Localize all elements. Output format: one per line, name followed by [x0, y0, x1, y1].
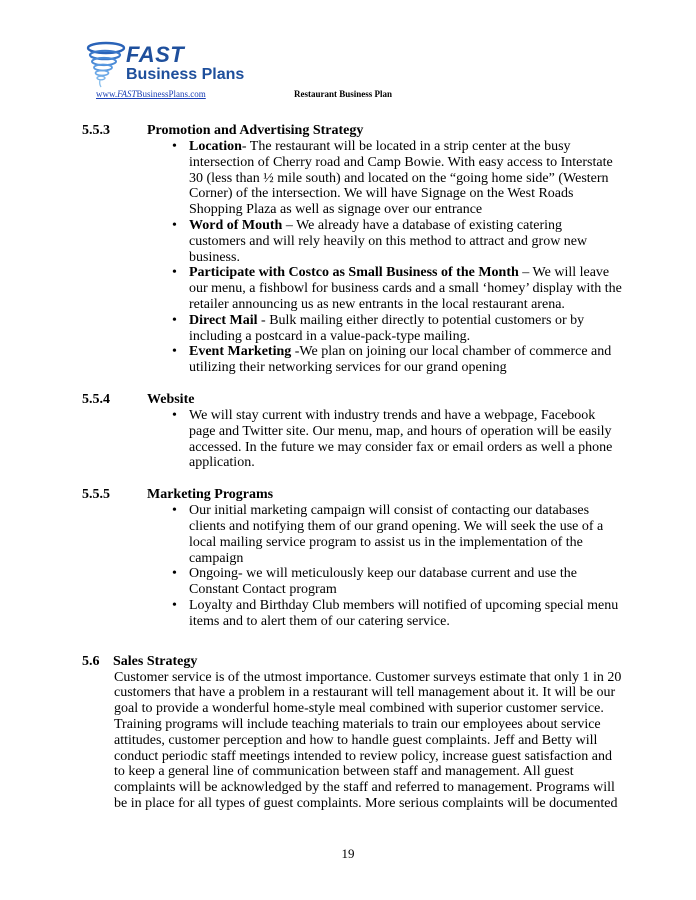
- section-title: Marketing Programs: [147, 487, 274, 503]
- company-logo: [86, 40, 266, 90]
- link-italic: FAST: [117, 89, 137, 99]
- bullet-icon: •: [172, 566, 177, 582]
- list-item: [172, 265, 622, 312]
- website-bullet-list: [82, 408, 622, 471]
- section-number: 5.5.3: [82, 123, 110, 138]
- list-item: [172, 312, 622, 345]
- list-item: [172, 407, 622, 471]
- logo-word-business-plans: Business Plans: [126, 66, 245, 83]
- bullet-lead: Direct Mail: [189, 312, 258, 328]
- marketing-bullet-list: [82, 503, 622, 629]
- bullet-lead: Word of Mouth: [189, 217, 283, 233]
- bullet-text: Ongoing- we will meticulously keep our database current and use the Constant Contact program: [189, 566, 577, 598]
- bullet-text: We will stay current with industry trends and have a webpage, Facebook page and Twitter site. Our menu, map, and hours of operation will be easily accessed. In the future we may consider fax or email orders as well a phone application.: [189, 407, 613, 471]
- bullet-text: - Bulk mailing either directly to potential customers or by including a postcard in a value-pack-type mailing.: [189, 312, 585, 344]
- promotion-bullet-list: [82, 139, 622, 376]
- sales-strategy-paragraph: Customer service is of the utmost importance. Customer surveys estimate that only 1 in 20 customers that have a problem in a restaurant will tell management about it. It will be our goal to provide a wonderful home-style meal combined with superior customer service. Training programs will include teaching materials to train our employees about service attitudes, customer perception and how to handle guest complaints. Jeff and Betty will conduct periodic staff meetings intended to review policy, increase guest satisfaction and to keep a general line of communication between staff and management. All guest complaints will be acknowledged by the staff and referred to management. Programs will be in place for all types of guest complaints. More serious complaints will be documented: [114, 669, 622, 811]
- bullet-lead: Event Marketing: [189, 344, 292, 360]
- bullet-icon: •: [172, 312, 177, 328]
- list-item: [172, 344, 622, 376]
- bullet-lead: Location: [189, 139, 242, 154]
- bullet-text: - The restaurant will be located in a strip center at the busy intersection of Cherry road and Camp Bowie. With easy access to Interstate 30 (less than ½ mile south) and located on the “going home side” (Western Corner) of the intersection. We will have Signage on the West Roads Shopping Plaza as well as signage over our entrance: [189, 139, 613, 218]
- section-heading-website: [82, 392, 622, 408]
- bullet-icon: •: [172, 139, 177, 154]
- document-header-title: Restaurant Business Plan: [294, 89, 393, 99]
- bullet-icon: •: [172, 344, 177, 360]
- section-heading-marketing: [82, 487, 622, 503]
- section-number: 5.5.4: [82, 391, 110, 407]
- spacer: [82, 376, 622, 392]
- page-number: 19: [341, 846, 355, 861]
- section-title: Website: [147, 391, 195, 407]
- bullet-text: Our initial marketing campaign will consist of contacting our databases clients and notifying them of our grand opening. We will seek the use of a local mailing service program to assist us in the implementation of the campaign: [189, 503, 604, 566]
- website-link[interactable]: [96, 89, 206, 99]
- section-title: Sales Strategy: [113, 653, 198, 669]
- link-prefix: www.: [96, 89, 118, 99]
- section-title: Promotion and Advertising Strategy: [147, 123, 364, 138]
- bullet-icon: •: [172, 503, 177, 519]
- logo-word-fast: FAST: [126, 42, 185, 67]
- section-heading-promotion: [82, 123, 622, 139]
- tornado-icon: [86, 40, 126, 88]
- bullet-text: Loyalty and Birthday Club members will notified of upcoming special menu items and to alert them of our catering service.: [189, 597, 619, 629]
- bullet-icon: •: [172, 217, 177, 233]
- bullet-icon: •: [172, 265, 177, 281]
- bullet-text: – We will leave our menu, a fishbowl for business cards and a small ‘homey’ display with the retailer announcing us as new entrants in the local restaurant arena.: [189, 265, 622, 312]
- list-item: [172, 139, 622, 218]
- section-heading-sales: [82, 654, 622, 670]
- bullet-icon: •: [172, 407, 177, 423]
- bullet-text: -We plan on joining our local chamber of commerce and utilizing their networking services for our grand opening: [189, 344, 612, 376]
- bullet-lead: Participate with Costco as Small Business of the Month: [189, 265, 519, 281]
- list-item: [172, 597, 622, 630]
- page-content: [82, 123, 622, 812]
- list-item: [172, 503, 622, 566]
- list-item: [172, 566, 622, 598]
- bullet-text: – We already have a database of existing catering customers and will rely heavily on this method to attract and grow new business.: [189, 217, 588, 265]
- spacer: [82, 630, 622, 654]
- section-number: 5.5.5: [82, 487, 110, 503]
- spacer: [82, 471, 622, 487]
- bullet-icon: •: [172, 597, 177, 613]
- section-number: 5.6: [82, 653, 100, 669]
- link-suffix: BusinessPlans.com: [136, 89, 206, 99]
- list-item: [172, 217, 622, 265]
